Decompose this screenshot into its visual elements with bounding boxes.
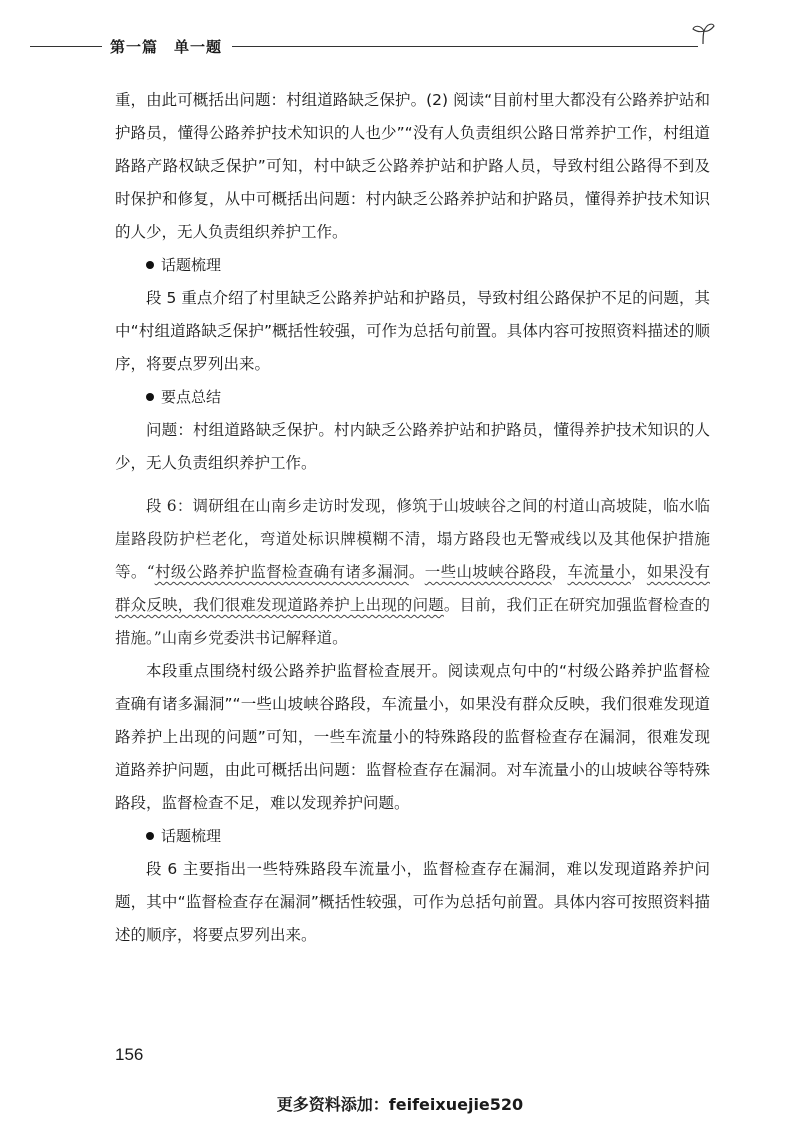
- paragraph: 重，由此可概括出问题：村组道路缺乏保护。(2) 阅读“目前村里大都没有公路养护站和护路员，懂得公路养护技术知识的人也少”“没有人负责组织公路日常养护工作，村组道路路产路权缺乏保护”可知，村中缺乏公路养护站和护路人员，导致村组公路得不到及时保护和修复，从中可概括出问题：村内缺乏公路养护站和护路员，懂得养护技术知识的人少，无人负责组织养护工作。: [115, 91, 710, 241]
- paragraph-fragment: 。: [408, 563, 425, 581]
- bullet-dot-icon: [146, 261, 154, 269]
- underlined-quote: 一些山坡峡谷路段: [424, 563, 552, 581]
- paragraph-fragment: 段 6：调研组在山南乡走访时发现，修筑于山坡峡谷之间的村道山高坡陡，临水临崖路段防护栏老化，弯道处标识牌模糊不清，塌方路段也无警戒线以及其他保护措施等。“: [115, 497, 710, 581]
- paragraph-gap: [115, 480, 710, 490]
- page-number: 156: [115, 1045, 144, 1064]
- paragraph: 段 6 主要指出一些特殊路段车流量小，监督检查存在漏洞，难以发现道路养护问题，其中“监督检查存在漏洞”概括性较强，可作为总括句前置。具体内容可按照资料描述的顺序，将要点罗列出来。: [115, 860, 710, 944]
- bullet-heading-label: 话题梳理: [161, 256, 222, 274]
- sprout-icon: [690, 20, 716, 46]
- header-rule-left: [30, 46, 102, 47]
- bullet-heading: [146, 249, 710, 282]
- footer-note: 更多资料添加：feifeixuejie520: [276, 1095, 524, 1114]
- body-text: [115, 84, 710, 952]
- header-rule-right: [232, 46, 698, 47]
- bullet-dot-icon: [146, 393, 154, 401]
- header-section: 单一题: [174, 38, 223, 56]
- bullet-heading: [146, 381, 710, 414]
- bullet-heading: [146, 820, 710, 853]
- paragraph: 问题：村组道路缺乏保护。村内缺乏公路养护站和护路员，懂得养护技术知识的人少，无人负责组织养护工作。: [115, 421, 710, 472]
- material-paragraph-6: [115, 490, 710, 655]
- bullet-dot-icon: [146, 832, 154, 840]
- bullet-heading-label: 话题梳理: [161, 827, 222, 845]
- underlined-quote: 车流量小: [567, 563, 631, 581]
- paragraph: 段 5 重点介绍了村里缺乏公路养护站和护路员，导致村组公路保护不足的问题，其中“村组道路缺乏保护”概括性较强，可作为总括句前置。具体内容可按照资料描述的顺序，将要点罗列出来。: [115, 289, 710, 373]
- paragraph-fragment: ，: [551, 563, 568, 581]
- paragraph-fragment: 。目前，我们正在研究加强监督检查的措施。”山南乡党委洪书记解释道。: [115, 596, 710, 647]
- underlined-quote: 村级公路养护监督检查确有诸多漏洞: [154, 563, 409, 581]
- paragraph-fragment: ，: [630, 563, 647, 581]
- paragraph: 本段重点围绕村级公路养护监督检查展开。阅读观点句中的“村级公路养护监督检查确有诸多漏洞”“一些山坡峡谷路段，车流量小，如果没有群众反映，我们很难发现道路养护上出现的问题”可知，一些车流量小的特殊路段的监督检查存在漏洞，很难发现道路养护问题，由此可概括出问题：监督检查存在漏洞。对车流量小的山坡峡谷等特殊路段，监督检查不足，难以发现养护问题。: [115, 662, 710, 812]
- running-header: [110, 36, 222, 57]
- underlined-quote: 如果没有群众反映，我们很难发现道路养护上出现的问题: [115, 563, 710, 614]
- bullet-heading-label: 要点总结: [161, 388, 222, 406]
- header-chapter: 第一篇: [110, 38, 159, 56]
